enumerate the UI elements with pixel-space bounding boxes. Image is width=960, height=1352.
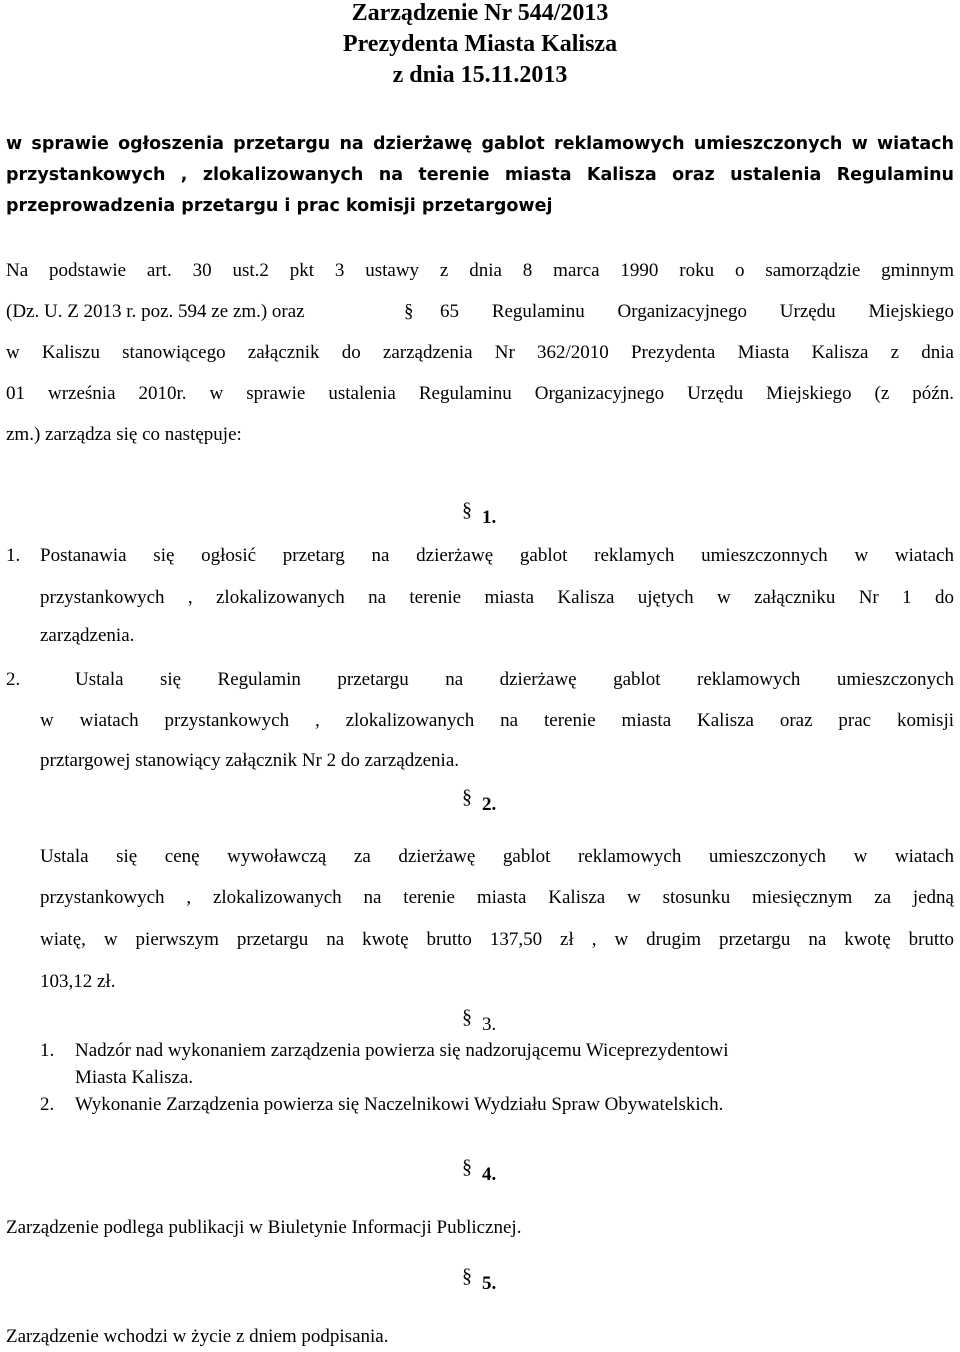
section-number: 4. [482, 1164, 497, 1185]
list-number: 1. [6, 545, 21, 566]
paragraph-line: Wykonanie Zarządzenia powierza się Naczelnikowi Wydziału Spraw Obywatelskich. [75, 1094, 724, 1115]
document-title: Zarządzenie Nr 544/2013 [351, 0, 609, 26]
section-number: 1. [482, 507, 497, 528]
subject-line: w sprawie ogłoszenia przetargu na dzierżawę gablot reklamowych umieszczonych w wiatach [6, 134, 954, 154]
document-date: z dnia 15.11.2013 [392, 62, 568, 88]
paragraph-line: Ustala się cenę wywoławczą za dzierżawę gablot reklamowych umieszczonych w wiatach [40, 846, 954, 867]
paragraph-line: w wiatach przystankowych , zlokalizowanych na terenie miasta Kalisza oraz prac komisji [40, 710, 954, 731]
subject-line: przeprowadzenia przetargu i prac komisji przetargowej [6, 196, 553, 216]
preamble-line: w Kaliszu stanowiącego załącznik do zarządzenia Nr 362/2010 Prezydenta Miasta Kalisza z dnia [6, 342, 954, 363]
section-3-heading [462, 1006, 497, 1036]
subject-line: przystankowych , zlokalizowanych na terenie miasta Kalisza oraz ustalenia Regulaminu [6, 165, 954, 185]
paragraph-line: Ustala się Regulamin przetargu na dzierżawę gablot reklamowych umieszczonych [75, 669, 954, 690]
section-symbol: § [462, 1265, 472, 1287]
section-number: 5. [482, 1273, 497, 1294]
preamble-line: Na podstawie art. 30 ust.2 pkt 3 ustawy z dnia 8 marca 1990 roku o samorządzie gminnym [6, 260, 954, 281]
section-symbol: § [404, 301, 414, 322]
section-symbol: § [462, 1156, 472, 1178]
section-symbol: § [462, 786, 472, 808]
paragraph-line: prztargowej stanowiący załącznik Nr 2 do zarządzenia. [40, 750, 460, 771]
section-4-heading [462, 1156, 497, 1186]
paragraph-line: przystankowych , zlokalizowanych na terenie miasta Kalisza w stosunku miesięcznym za jedną [40, 887, 954, 908]
preamble-line: 01 września 2010r. w sprawie ustalenia Regulaminu Organizacyjnego Urzędu Miejskiego (z późn. [6, 383, 954, 404]
paragraph-line: Nadzór nad wykonaniem zarządzenia powierza się nadzorującemu Wiceprezydentowi [75, 1040, 729, 1061]
section-5-heading [462, 1265, 497, 1295]
paragraph-line: Zarządzenie podlega publikacji w Biuletynie Informacji Publicznej. [6, 1217, 522, 1238]
preamble-line: (Dz. U. Z 2013 r. poz. 594 ze zm.) oraz [6, 301, 305, 322]
section-2-heading [462, 786, 497, 816]
paragraph-line: 103,12 zł. [40, 971, 116, 992]
preamble-line: zm.) zarządza się co następuje: [6, 424, 242, 445]
section-1-heading [462, 499, 497, 529]
document-issuer: Prezydenta Miasta Kalisza [342, 31, 618, 57]
paragraph-line: Postanawia się ogłosić przetarg na dzierżawę gablot reklamych umieszczonnych w wiatach [40, 545, 954, 566]
paragraph-line: Zarządzenie wchodzi w życie z dniem podpisania. [6, 1326, 389, 1347]
paragraph-line: przystankowych , zlokalizowanych na terenie miasta Kalisza ujętych w załączniku Nr 1 do [40, 587, 954, 608]
paragraph-line: Miasta Kalisza. [75, 1067, 194, 1088]
section-number: 2. [482, 794, 497, 815]
section-symbol: § [462, 499, 472, 521]
preamble-line: 65 Regulaminu Organizacyjnego Urzędu Miejskiego [440, 301, 954, 322]
paragraph-line: zarządzenia. [40, 625, 135, 646]
section-number: 3. [482, 1014, 497, 1035]
section-symbol: § [462, 1006, 472, 1028]
list-number: 2. [6, 669, 21, 690]
paragraph-line: wiatę, w pierwszym przetargu na kwotę brutto 137,50 zł , w drugim przetargu na kwotę brutto [40, 929, 954, 950]
list-number: 1. [40, 1040, 55, 1061]
list-number: 2. [40, 1094, 55, 1115]
